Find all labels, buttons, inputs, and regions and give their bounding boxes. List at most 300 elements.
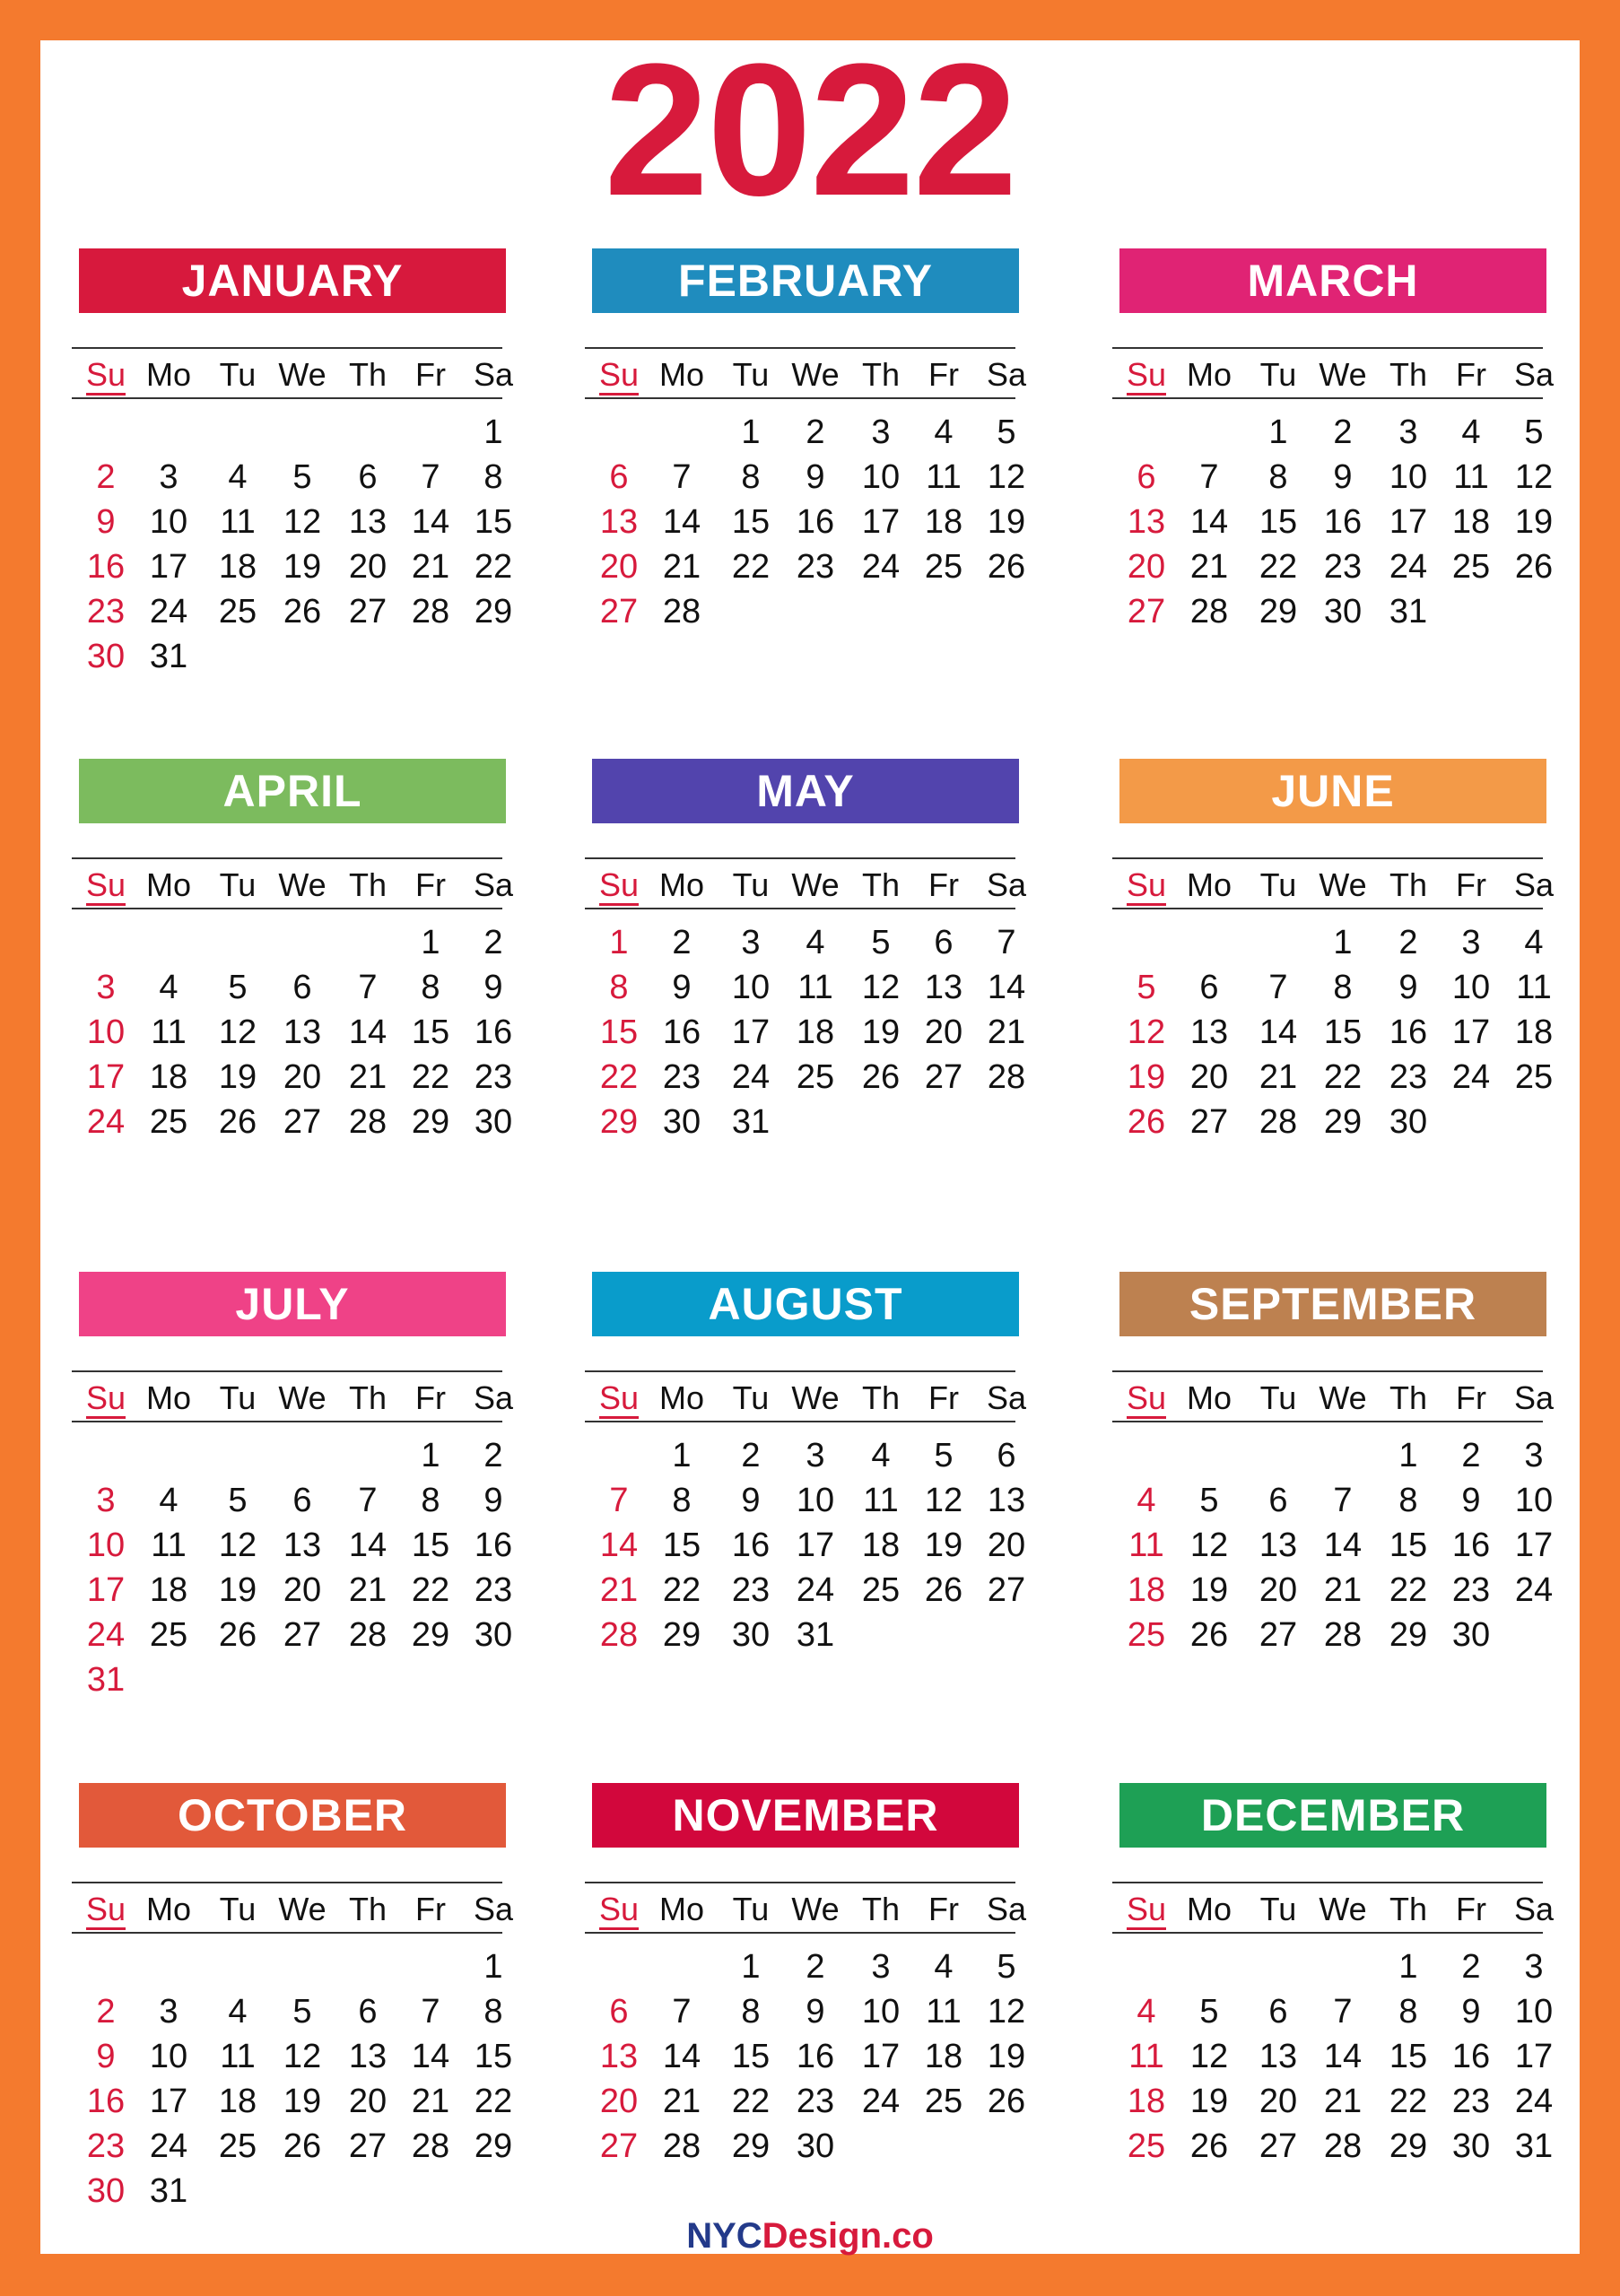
weekday-text: We [1319, 356, 1367, 393]
day-cell: 29 [662, 1616, 701, 1654]
day-cell: 18 [218, 548, 257, 586]
week-row [72, 1100, 511, 1144]
day-cell: 28 [411, 2127, 450, 2165]
weekday-text: We [791, 1379, 840, 1416]
weekday-text: Su [1127, 866, 1166, 906]
weekday-label [399, 1887, 462, 1932]
day-cell: 16 [662, 1013, 701, 1051]
day-cell: 31 [796, 1616, 835, 1654]
day-cell: 11 [797, 969, 833, 1006]
day-cell: 4 [934, 1948, 954, 1986]
day-cell: 1 [741, 413, 761, 451]
day-cell: 7 [609, 1482, 629, 1519]
day-cell [588, 410, 650, 455]
day-cell [271, 1657, 334, 1702]
weekday-label [719, 863, 782, 908]
day-cell: 31 [731, 1103, 771, 1141]
day-cell: 20 [1259, 1571, 1298, 1609]
week-row [1112, 2079, 1552, 2124]
weekday-text: Fr [415, 1891, 446, 1927]
weekday-label [1178, 863, 1241, 908]
day-cell: 10 [1389, 458, 1428, 496]
day-cell: 21 [348, 1571, 388, 1609]
day-cell: 3 [159, 458, 179, 496]
weekday-text: Sa [1513, 1891, 1555, 1927]
day-cell [137, 1433, 200, 1478]
day-cell: 7 [672, 1993, 692, 2031]
week-row [1112, 1944, 1552, 1989]
day-cell: 3 [1524, 1948, 1544, 1986]
day-cell: 24 [861, 2083, 901, 2120]
day-cell: 29 [474, 2127, 513, 2165]
day-cell: 8 [672, 1482, 692, 1519]
day-cell [1311, 1433, 1374, 1478]
day-cell: 7 [1333, 1993, 1353, 2031]
day-cell: 25 [1127, 1616, 1166, 1654]
day-cell: 4 [871, 1437, 891, 1474]
day-cell: 9 [483, 1482, 503, 1519]
weekday-header-row [72, 1376, 514, 1421]
divider [1112, 908, 1543, 909]
weekday-label [271, 863, 334, 908]
divider [585, 1932, 1015, 1934]
day-cell: 4 [159, 969, 179, 1006]
day-cell [336, 634, 399, 679]
weekday-label [1440, 1887, 1502, 1932]
weekday-label [588, 1887, 650, 1932]
weekday-text: Tu [732, 356, 770, 393]
day-cell: 30 [86, 2172, 126, 2210]
day-cell: 16 [1323, 503, 1363, 541]
month-header: SEPTEMBER [1119, 1272, 1546, 1336]
day-cell: 21 [662, 2083, 701, 2120]
day-cell: 30 [731, 1616, 771, 1654]
weekday-label [1178, 1376, 1241, 1421]
day-cell [399, 1944, 462, 1989]
day-cell: 22 [474, 2083, 513, 2120]
weekday-label [975, 1376, 1038, 1421]
day-cell: 7 [1199, 458, 1219, 496]
day-cell: 31 [149, 638, 188, 675]
day-cell: 29 [1389, 1616, 1428, 1654]
weekday-label [1502, 1887, 1565, 1932]
weekday-label [1377, 1887, 1440, 1932]
weekday-text: Mo [1186, 1891, 1232, 1927]
day-cell: 27 [348, 593, 388, 631]
day-cell: 15 [411, 1526, 450, 1564]
day-cell: 26 [218, 1616, 257, 1654]
day-cell: 10 [86, 1013, 126, 1051]
divider [72, 397, 502, 399]
week-row [585, 1010, 1024, 1055]
day-cell: 10 [86, 1526, 126, 1564]
day-cell: 29 [474, 593, 513, 631]
weekday-label [975, 352, 1038, 397]
weekday-text: Mo [658, 866, 704, 903]
day-cell: 1 [1333, 924, 1353, 961]
weekday-text: Sa [1513, 356, 1555, 393]
weekday-text: Fr [928, 1379, 959, 1416]
week-row [72, 1433, 511, 1478]
weekday-label [784, 1887, 847, 1932]
week-row [585, 1568, 1024, 1613]
month-february [592, 248, 1032, 715]
day-cell [1502, 589, 1565, 634]
day-cell: 8 [1333, 969, 1353, 1006]
weekday-label [1247, 1376, 1310, 1421]
day-cell: 13 [1259, 2038, 1298, 2075]
weekday-text: Su [599, 356, 639, 396]
day-cell: 11 [1516, 969, 1552, 1006]
weekday-text: Su [86, 356, 126, 396]
weekday-text: Th [1389, 1891, 1427, 1927]
day-cell: 27 [924, 1058, 963, 1096]
weekday-label [1247, 1887, 1310, 1932]
day-cell: 27 [1127, 593, 1166, 631]
day-cell [399, 634, 462, 679]
weekday-label [1178, 352, 1241, 397]
month-header: JULY [79, 1272, 506, 1336]
day-cell: 11 [863, 1482, 899, 1519]
day-cell: 3 [96, 1482, 116, 1519]
day-cell [74, 1944, 137, 1989]
day-cell: 11 [1453, 458, 1489, 496]
day-cell: 10 [861, 458, 901, 496]
month-october [79, 1783, 518, 2249]
weekday-header-row [72, 863, 514, 908]
day-cell: 25 [924, 2083, 963, 2120]
day-cell: 15 [731, 503, 771, 541]
day-cell: 13 [1127, 503, 1166, 541]
day-cell: 29 [731, 2127, 771, 2165]
day-cell: 16 [1451, 2038, 1491, 2075]
day-cell: 9 [1398, 969, 1418, 1006]
weekday-label [849, 1376, 912, 1421]
day-cell: 6 [1268, 1993, 1288, 2031]
day-cell: 24 [861, 548, 901, 586]
day-cell: 23 [1323, 548, 1363, 586]
weekday-text: Mo [1186, 356, 1232, 393]
day-cell: 10 [731, 969, 771, 1006]
day-cell: 17 [86, 1058, 126, 1096]
weekday-label [336, 352, 399, 397]
day-cell: 17 [149, 548, 188, 586]
day-cell [271, 920, 334, 965]
weekday-label [912, 863, 975, 908]
day-cell: 12 [987, 1993, 1026, 2031]
day-cell: 30 [474, 1103, 513, 1141]
day-cell: 30 [1389, 1103, 1428, 1141]
weekday-label [74, 863, 137, 908]
weekday-label [975, 863, 1038, 908]
day-cell: 30 [474, 1616, 513, 1654]
day-cell: 8 [609, 969, 629, 1006]
day-cell: 24 [86, 1616, 126, 1654]
day-cell: 19 [218, 1571, 257, 1609]
day-cell: 12 [924, 1482, 963, 1519]
day-cell [1115, 920, 1178, 965]
week-row [1112, 1568, 1552, 1613]
week-row [72, 1010, 511, 1055]
week-row [1112, 1523, 1552, 1568]
week-row [1112, 965, 1552, 1010]
weekday-text: Su [599, 1891, 639, 1930]
day-cell: 18 [1514, 1013, 1554, 1051]
day-cell: 2 [806, 1948, 825, 1986]
week-row [585, 1613, 1024, 1657]
day-cell: 3 [1524, 1437, 1544, 1474]
day-cell: 22 [1323, 1058, 1363, 1096]
weekday-text: Sa [986, 866, 1027, 903]
day-cell [1247, 920, 1310, 965]
weekday-text: Fr [928, 866, 959, 903]
day-cell: 6 [997, 1437, 1016, 1474]
day-cell: 16 [474, 1013, 513, 1051]
day-cell [912, 2124, 975, 2169]
day-cell: 20 [924, 1013, 963, 1051]
weekday-label [336, 1887, 399, 1932]
weekday-label [74, 1887, 137, 1932]
week-row [72, 1944, 511, 1989]
day-cell: 20 [1259, 2083, 1298, 2120]
day-cell: 24 [796, 1571, 835, 1609]
day-cell [1115, 410, 1178, 455]
weekday-text: Mo [145, 1379, 191, 1416]
weekday-header-row [585, 1376, 1027, 1421]
day-cell: 2 [672, 924, 692, 961]
divider [585, 908, 1015, 909]
weekday-label [336, 863, 399, 908]
day-cell: 1 [672, 1437, 692, 1474]
weekday-header-row [585, 352, 1027, 397]
month-header: JANUARY [79, 248, 506, 313]
day-cell [336, 1944, 399, 1989]
week-row [585, 1100, 1024, 1144]
weekday-text: Tu [732, 1891, 770, 1927]
day-cell: 27 [987, 1571, 1026, 1609]
day-cell: 18 [1451, 503, 1491, 541]
brand-part-a: NYC [686, 2216, 762, 2256]
day-cell: 22 [411, 1058, 450, 1096]
day-cell: 15 [411, 1013, 450, 1051]
month-header: DECEMBER [1119, 1783, 1546, 1848]
day-cell: 16 [796, 503, 835, 541]
day-cell: 2 [96, 1993, 116, 2031]
day-cell: 14 [662, 2038, 701, 2075]
week-row [1112, 1055, 1552, 1100]
weekday-text: We [278, 356, 327, 393]
day-cell: 26 [1189, 2127, 1229, 2165]
day-cell: 20 [599, 2083, 639, 2120]
weekday-label [1178, 1887, 1241, 1932]
day-cell: 2 [96, 458, 116, 496]
weekday-label [912, 352, 975, 397]
weekday-header-row [1112, 352, 1555, 397]
week-row [585, 410, 1024, 455]
week-row [72, 1478, 511, 1523]
divider [585, 1882, 1015, 1883]
day-cell: 19 [861, 1013, 901, 1051]
weekday-text: Su [1127, 1891, 1166, 1930]
month-header: OCTOBER [79, 1783, 506, 1848]
day-cell [462, 1657, 525, 1702]
divider [1112, 857, 1543, 859]
day-cell: 8 [741, 1993, 761, 2031]
day-cell: 26 [987, 2083, 1026, 2120]
day-cell: 26 [1189, 1616, 1229, 1654]
weekday-label [1311, 1376, 1374, 1421]
weekday-label [784, 1376, 847, 1421]
day-cell [650, 410, 713, 455]
day-cell: 23 [662, 1058, 701, 1096]
week-row [72, 500, 511, 544]
day-cell: 24 [149, 2127, 188, 2165]
day-cell [588, 1433, 650, 1478]
weekday-label [588, 352, 650, 397]
day-cell: 25 [924, 548, 963, 586]
weekday-label [1377, 352, 1440, 397]
day-cell: 26 [1514, 548, 1554, 586]
day-cell: 22 [474, 548, 513, 586]
day-cell: 24 [149, 593, 188, 631]
weekday-label [1115, 1887, 1178, 1932]
day-cell: 16 [731, 1526, 771, 1564]
day-cell: 10 [149, 2038, 188, 2075]
weekday-text: Tu [732, 866, 770, 903]
day-cell: 28 [1259, 1103, 1298, 1141]
weekday-label [271, 352, 334, 397]
day-cell [206, 1657, 269, 1702]
day-cell: 17 [731, 1013, 771, 1051]
day-cell: 2 [483, 924, 503, 961]
week-row [585, 455, 1024, 500]
weekday-text: Th [861, 1891, 900, 1927]
day-cell: 21 [1259, 1058, 1298, 1096]
day-cell: 21 [599, 1571, 639, 1609]
day-cell [206, 634, 269, 679]
day-cell [849, 1100, 912, 1144]
day-cell: 27 [1259, 1616, 1298, 1654]
weekday-text: Tu [1259, 356, 1297, 393]
day-cell: 5 [1199, 1993, 1219, 2031]
day-cell [336, 920, 399, 965]
day-cell [719, 589, 782, 634]
weekday-text: We [1319, 1379, 1367, 1416]
day-cell: 17 [1389, 503, 1428, 541]
day-cell: 28 [348, 1103, 388, 1141]
day-cell: 28 [662, 2127, 701, 2165]
day-cell: 28 [1323, 1616, 1363, 1654]
week-row [72, 455, 511, 500]
month-september [1119, 1272, 1559, 1738]
week-row [1112, 1478, 1552, 1523]
day-cell: 16 [86, 548, 126, 586]
weekday-label [399, 352, 462, 397]
day-cell [336, 1657, 399, 1702]
day-cell: 22 [731, 548, 771, 586]
day-cell: 22 [411, 1571, 450, 1609]
day-cell: 20 [599, 548, 639, 586]
weekday-text: We [278, 866, 327, 903]
weekday-text: Sa [1513, 1379, 1555, 1416]
day-cell: 6 [358, 1993, 378, 2031]
day-cell: 9 [672, 969, 692, 1006]
day-cell: 22 [731, 2083, 771, 2120]
day-cell: 18 [796, 1013, 835, 1051]
weekday-label [137, 1887, 200, 1932]
weekday-label [1440, 352, 1502, 397]
divider [72, 1932, 502, 1934]
week-row [1112, 455, 1552, 500]
day-cell: 11 [220, 2038, 256, 2075]
day-cell [1178, 920, 1241, 965]
day-cell: 22 [1389, 2083, 1428, 2120]
day-cell: 30 [1451, 1616, 1491, 1654]
weekday-text: Sa [473, 866, 514, 903]
day-cell: 20 [283, 1058, 322, 1096]
day-cell: 20 [1189, 1058, 1229, 1096]
week-row [585, 1478, 1024, 1523]
divider [1112, 1932, 1543, 1934]
week-row [1112, 1613, 1552, 1657]
day-cell [399, 1657, 462, 1702]
weekday-text: Tu [732, 1379, 770, 1416]
weekday-text: We [791, 1891, 840, 1927]
weekday-text: Sa [473, 1891, 514, 1927]
day-cell [588, 1944, 650, 1989]
day-cell [336, 2169, 399, 2213]
day-cell: 19 [283, 2083, 322, 2120]
weekday-text: Th [861, 866, 900, 903]
day-cell: 10 [796, 1482, 835, 1519]
weekday-text: Su [1127, 356, 1166, 396]
weekday-label [1311, 352, 1374, 397]
weekday-text: Tu [219, 866, 257, 903]
day-cell: 28 [348, 1616, 388, 1654]
day-cell [336, 410, 399, 455]
day-cell: 11 [926, 1993, 962, 2031]
day-cell: 18 [861, 1526, 901, 1564]
weekday-text: Mo [658, 1891, 704, 1927]
week-row [72, 2079, 511, 2124]
weekday-label [271, 1887, 334, 1932]
weekday-header-row [72, 352, 514, 397]
day-cell: 12 [283, 503, 322, 541]
day-cell: 13 [1259, 1526, 1298, 1564]
week-row [1112, 410, 1552, 455]
weekday-text: We [278, 1891, 327, 1927]
day-cell: 30 [86, 638, 126, 675]
day-cell: 24 [86, 1103, 126, 1141]
day-cell: 4 [228, 458, 248, 496]
day-cell: 9 [1333, 458, 1353, 496]
day-cell: 23 [86, 2127, 126, 2165]
day-cell: 3 [806, 1437, 825, 1474]
week-row [72, 1989, 511, 2034]
week-row [585, 1523, 1024, 1568]
weekday-text: We [278, 1379, 327, 1416]
day-cell: 23 [86, 593, 126, 631]
footer-brand [0, 2213, 1620, 2258]
weekday-text: We [791, 866, 840, 903]
day-cell: 13 [348, 2038, 388, 2075]
day-cell: 25 [1514, 1058, 1554, 1096]
day-cell: 28 [411, 593, 450, 631]
day-cell: 30 [796, 2127, 835, 2165]
weekday-text: Tu [1259, 1891, 1297, 1927]
month-header: APRIL [79, 759, 506, 823]
day-cell [912, 1613, 975, 1657]
